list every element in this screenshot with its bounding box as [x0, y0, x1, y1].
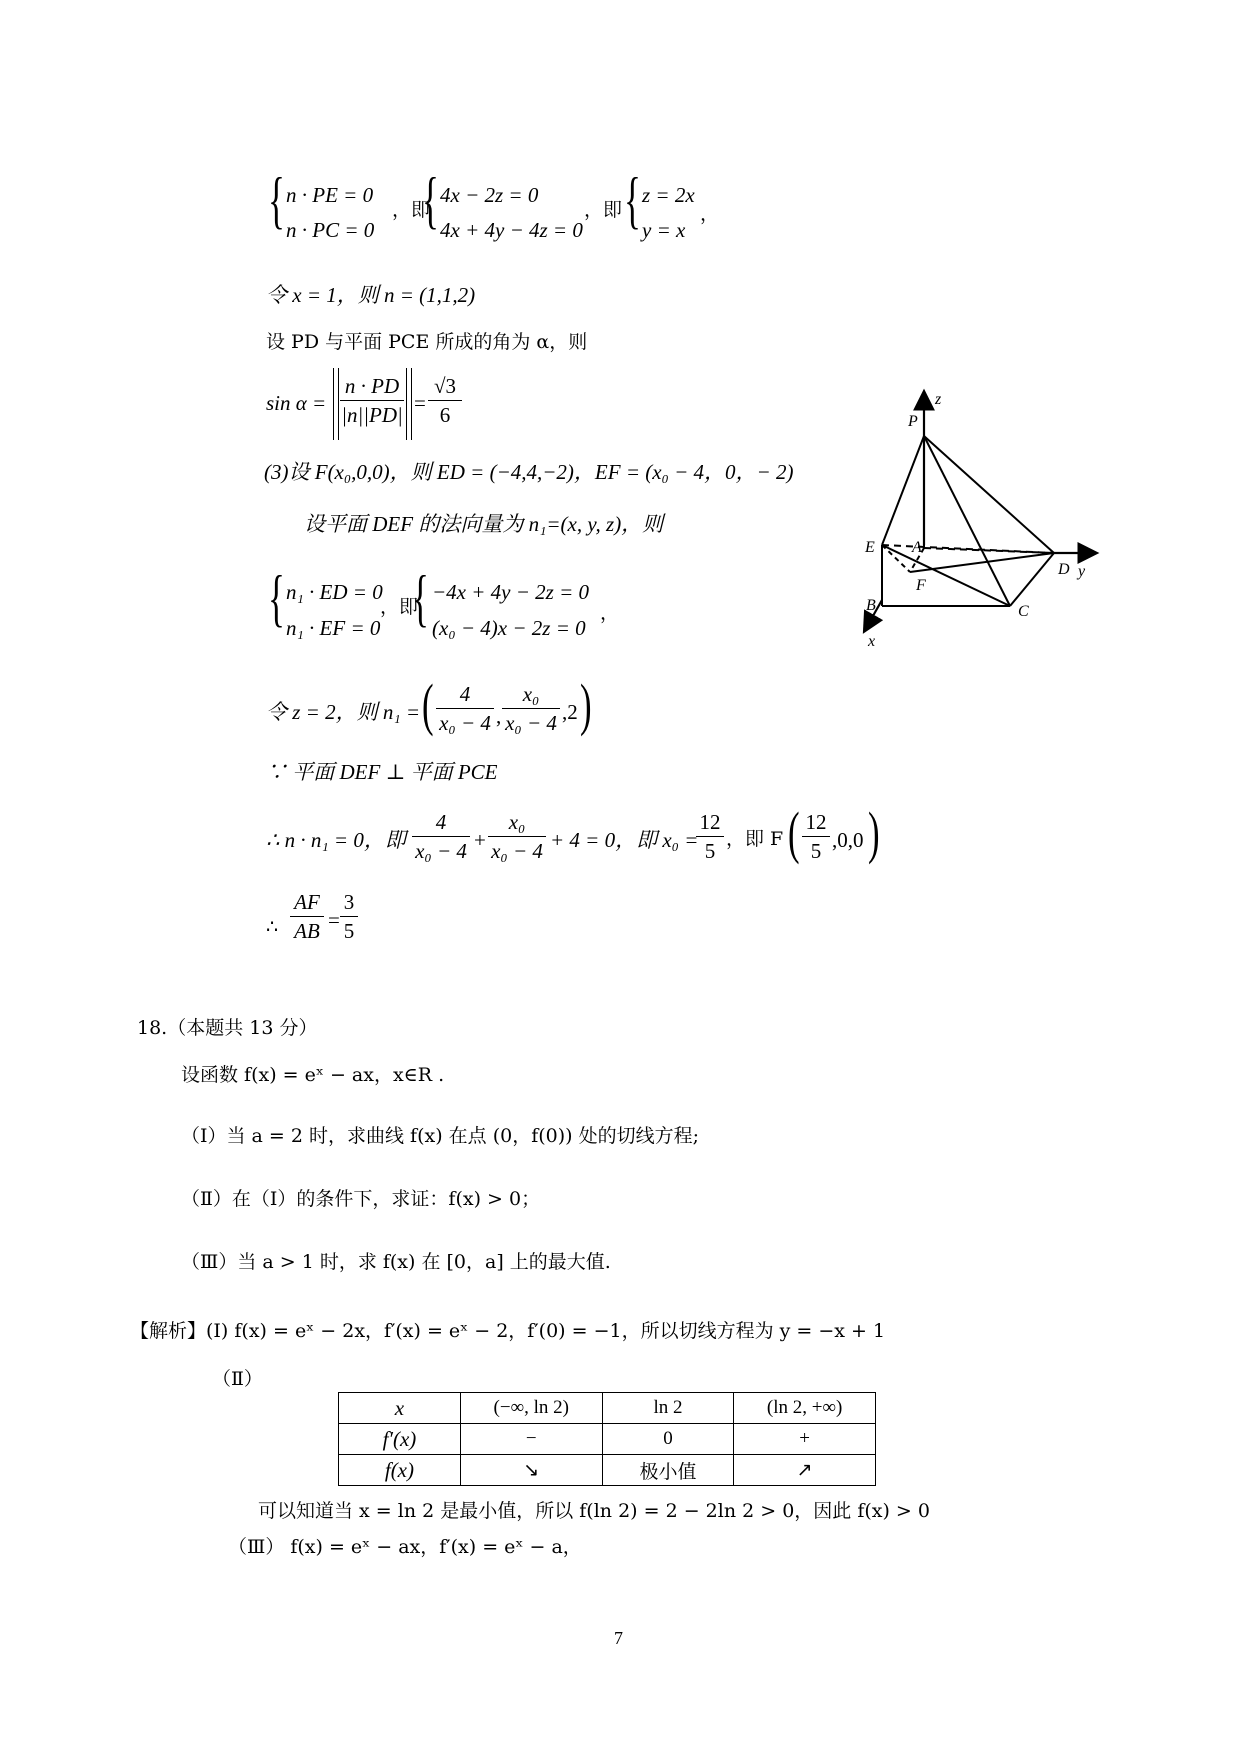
label-b: B — [866, 597, 876, 614]
dot-rest: + 4 = 0，即 x₀ = — [550, 828, 699, 852]
eq-4x-2z: 4x − 2z = 0 — [440, 183, 539, 207]
eq-n1-ed: n₁ · ED = 0 — [286, 580, 383, 604]
q18-part3: （Ⅲ）当 a > 1 时，求 f(x) 在 [0，a] 上的最大值. — [181, 1251, 611, 1273]
q18-header: 18.（本题共 13 分） — [137, 1017, 318, 1039]
paren-close-1: ) — [580, 672, 592, 737]
dot-frac3-num: 12 — [699, 810, 721, 834]
sqrt3-over-6 — [428, 376, 462, 426]
dot-frac3-den: 5 — [704, 839, 716, 863]
ratio-num: AF — [294, 890, 320, 914]
angle-line: 设 PD 与平面 PCE 所成的角为 α，则 — [266, 331, 588, 353]
system-comma: ， — [700, 203, 720, 225]
table-row — [339, 1424, 876, 1455]
label-c: C — [1018, 603, 1029, 620]
ratio-prefix: ∴ — [266, 916, 279, 938]
connector-ji: ，即 — [392, 199, 431, 221]
pyramid-figure — [855, 385, 1115, 655]
label-p: P — [908, 413, 918, 430]
analysis-part2-label: （Ⅱ） — [212, 1368, 263, 1390]
table-cell: ↘ — [460, 1455, 602, 1486]
table-cell: f′(x) — [339, 1424, 461, 1455]
label-e: E — [865, 539, 875, 556]
label-y: y — [1078, 563, 1086, 580]
table-cell: f(x) — [339, 1455, 461, 1486]
eq-4x-4y-4z: 4x + 4y − 4z = 0 — [440, 218, 583, 242]
abs-bar-right — [406, 368, 412, 440]
q18-part2: （Ⅱ）在（Ⅰ）的条件下，求证：f(x) > 0； — [181, 1188, 541, 1210]
label-a: A — [912, 539, 922, 556]
let-z-frac2-num: x₀ — [522, 682, 540, 706]
dot-prefix: ∴ n · n₁ = 0，即 — [266, 828, 406, 852]
label-z: z — [935, 391, 942, 408]
monotonicity-table — [338, 1392, 876, 1486]
let-z-comma: , — [496, 704, 502, 728]
let-x-line: 令 x = 1，则 n = (1,1,2) — [266, 283, 476, 307]
let-z-frac2-den: x₀ − 4 — [505, 711, 557, 735]
table-cell: (−∞, ln 2) — [460, 1393, 602, 1424]
q18-part1: （Ⅰ）当 a = 2 时，求曲线 f(x) 在点 (0，f(0)) 处的切线方程; — [181, 1125, 699, 1147]
dot-mid: ，即 F — [726, 828, 784, 850]
ratio-result — [340, 892, 358, 942]
dot-frac2-num: x₀ — [508, 810, 526, 834]
abs-bar-left — [333, 368, 339, 440]
label-x: x — [868, 633, 876, 650]
table-cell: + — [734, 1424, 876, 1455]
label-f: F — [916, 577, 926, 594]
sin-den: |n||PD| — [341, 403, 403, 427]
let-z-last: ,2 — [562, 700, 578, 724]
ratio-den: AB — [294, 919, 320, 943]
sin-lhs: sin α = — [266, 391, 327, 415]
analysis-part3: （Ⅲ） f(x) = eˣ − ax，f′(x) = eˣ − a， — [228, 1536, 582, 1558]
system-brace-mid: { — [422, 164, 439, 235]
system2-comma: ， — [600, 602, 620, 624]
let-z-frac1-den: x₀ − 4 — [439, 711, 491, 735]
system-brace-left: { — [268, 164, 285, 235]
page-number: 7 — [614, 1628, 623, 1648]
dot-frac3 — [696, 812, 724, 862]
part3-line: (3)设 F(x₀,0,0)，则 ED = (−4,4,−2)，EF = (x₀ − 4，0，− 2) — [264, 460, 794, 484]
paren-close-2: ) — [868, 800, 880, 865]
let-z-frac1 — [436, 684, 494, 734]
table-cell: 极小值 — [602, 1455, 734, 1486]
ratio-result-den: 5 — [343, 919, 355, 943]
normal-line: 设平面 DEF 的法向量为 n₁=(x, y, z)，则 — [304, 512, 664, 536]
ratio-eq: = — [328, 908, 340, 932]
system2-brace-left: { — [268, 562, 285, 633]
eq-n-pe: n · PE = 0 — [286, 183, 374, 207]
six: 6 — [439, 403, 451, 427]
paren-open-1: ( — [422, 672, 434, 737]
system2-brace-right: { — [412, 562, 429, 633]
dot-frac1 — [412, 812, 470, 862]
dot-frac2 — [488, 812, 546, 862]
paren-open-2: ( — [788, 800, 800, 865]
eq-n1-ef: n₁ · EF = 0 — [286, 616, 381, 640]
system-brace-right: { — [624, 164, 641, 235]
analysis-line1: 【解析】(Ⅰ) f(x) = eˣ − 2x，f′(x) = eˣ − 2，f′(0) = −1，所以切线方程为 y = −x + 1 — [130, 1320, 886, 1342]
eq-z-2x: z = 2x — [642, 183, 695, 207]
dot-frac4 — [802, 812, 830, 862]
dot-frac1-den: x₀ − 4 — [415, 839, 467, 863]
eq-y-x: y = x — [642, 218, 686, 242]
table-cell: − — [460, 1424, 602, 1455]
dot-plus: + — [474, 828, 486, 852]
sqrt3: √3 — [433, 374, 457, 398]
sin-num: n · PD — [344, 374, 400, 398]
analysis-conclusion: 可以知道当 x = ln 2 是最小值，所以 f(ln 2) = 2 − 2ln 2 > 0，因此 f(x) > 0 — [258, 1500, 930, 1522]
let-z-prefix: 令 z = 2，则 n₁ = — [266, 700, 421, 724]
table-cell: x — [339, 1393, 461, 1424]
perp-line: ∵ 平面 DEF ⊥ 平面 PCE — [266, 760, 498, 784]
table-cell: ln 2 — [602, 1393, 734, 1424]
sin-eq: = — [414, 391, 426, 415]
table-row — [339, 1393, 876, 1424]
table-cell: ↗ — [734, 1455, 876, 1486]
sin-fraction — [340, 376, 404, 426]
let-z-frac1-num: 4 — [459, 682, 471, 706]
table-cell: 0 — [602, 1424, 734, 1455]
table-row — [339, 1455, 876, 1486]
eq-x0-minus4: (x₀ − 4)x − 2z = 0 — [432, 616, 586, 640]
dot-frac4-num: 12 — [805, 810, 827, 834]
dot-frac1-num: 4 — [435, 810, 447, 834]
table-cell: (ln 2, +∞) — [734, 1393, 876, 1424]
q18-stem: 设函数 f(x) = eˣ − ax，x∈R . — [181, 1064, 445, 1086]
eq-neg4x: −4x + 4y − 2z = 0 — [432, 580, 589, 604]
eq-n-pc: n · PC = 0 — [286, 218, 375, 242]
connector-ji-2: ，即 — [584, 199, 623, 221]
connector-ji-3: ，即 — [380, 596, 419, 618]
let-z-frac2 — [502, 684, 560, 734]
ratio-result-num: 3 — [343, 890, 355, 914]
dot-frac2-den: x₀ − 4 — [491, 839, 543, 863]
label-d: D — [1058, 561, 1070, 578]
dot-tail: ,0,0 — [832, 828, 864, 852]
ratio-frac — [290, 892, 324, 942]
dot-frac4-den: 5 — [810, 839, 822, 863]
